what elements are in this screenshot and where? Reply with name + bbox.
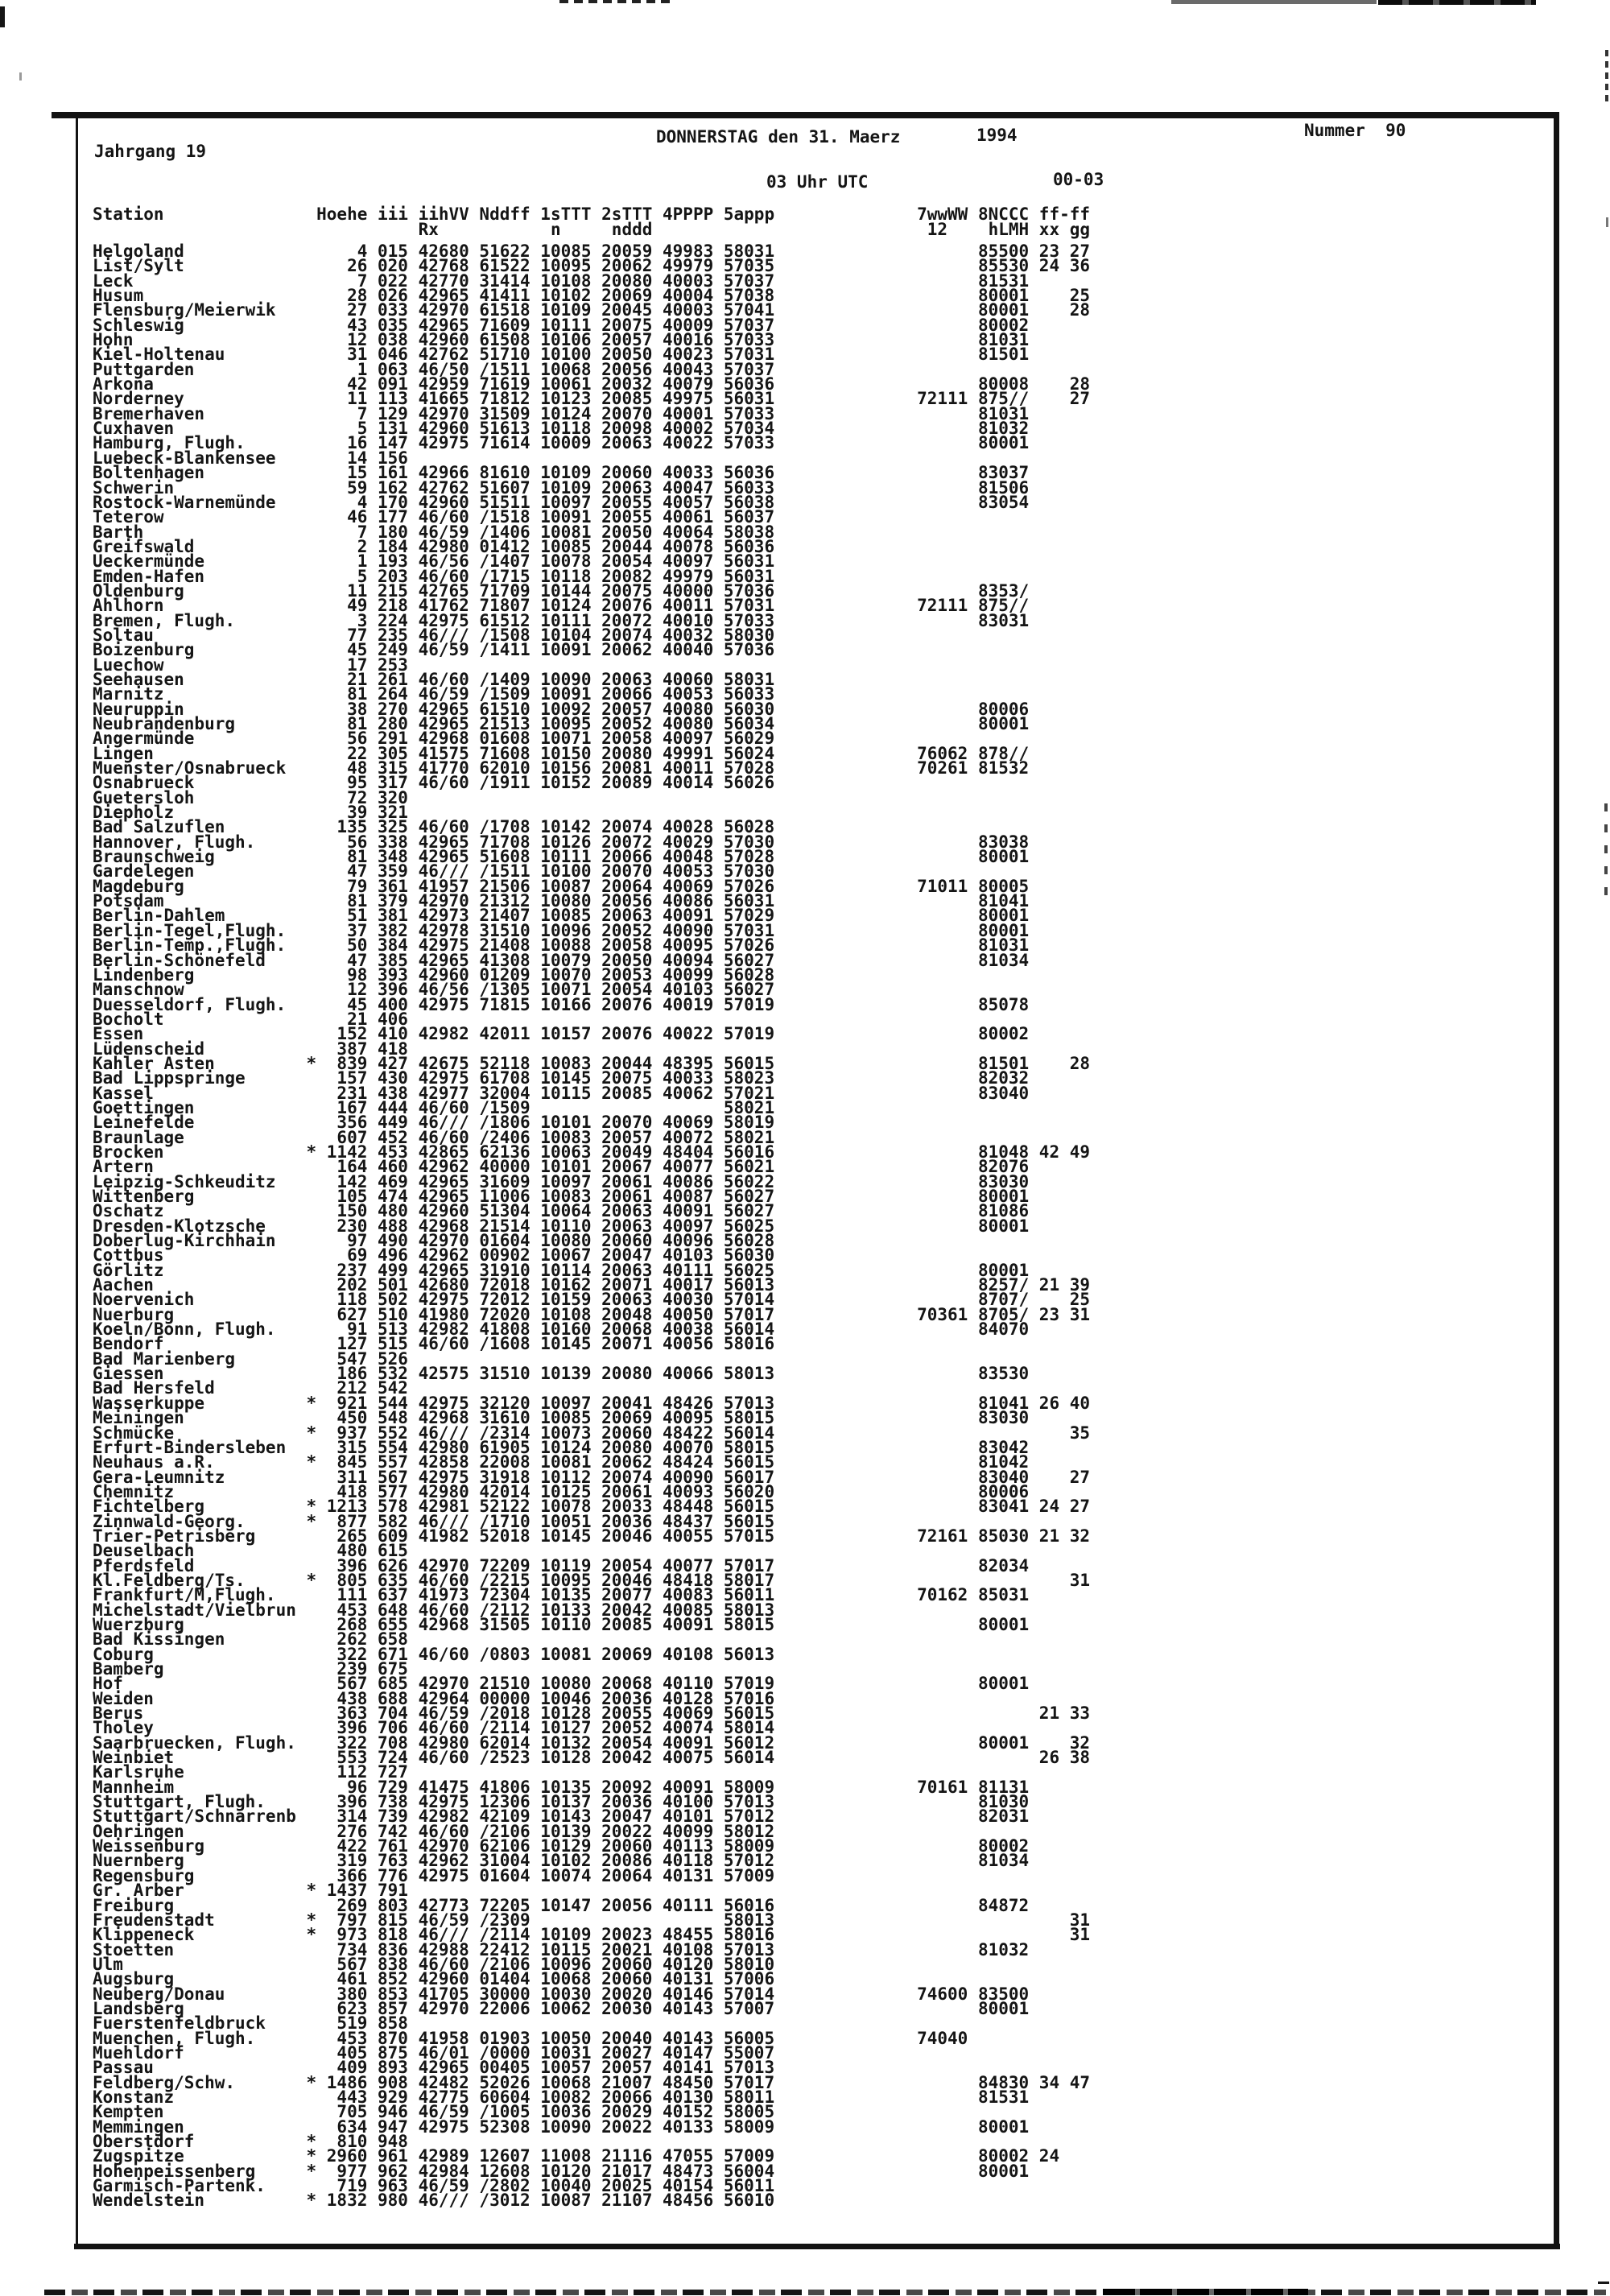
table-header-line2: Rx n nddd 12 hLMH xx gg <box>93 220 1091 239</box>
table-row: Oberstdorf * 810 948 <box>93 2132 408 2151</box>
table-row: Mannheim 96 729 41475 41806 10135 20092 40091 58009 70161 81131 <box>93 1777 1030 1797</box>
table-row: Barth 7 180 46/59 /1406 10081 20050 40064 58038 <box>93 522 775 542</box>
table-row: Wuerzburg 268 655 42968 31505 10110 20085 40091 58015 80001 <box>93 1614 1030 1634</box>
table-row: Oehringen 276 742 46/60 /2106 10139 20022 40099 58012 <box>93 1821 775 1841</box>
table-row: Coburg 322 671 46/60 /0803 10081 20069 40108 56013 <box>93 1644 775 1664</box>
table-row: Hamburg, Flugh. 16 147 42975 71614 10009 20063 40022 57033 80001 <box>93 433 1030 453</box>
table-row: Feldberg/Schw. * 1486 908 42482 52026 10068 21007 48450 57017 84830 34 47 <box>93 2072 1091 2092</box>
table-row: Emden-Hafen 5 203 46/60 /1715 10118 20082 49979 56031 <box>93 566 775 586</box>
table-row: Bendorf 127 515 46/60 /1608 10145 20071 40056 58016 <box>93 1334 775 1354</box>
table-row: Ueckermünde 1 193 46/56 /1407 10078 20054 40097 56031 <box>93 551 775 572</box>
table-row: Kassel 231 438 42977 32004 10115 20085 40062 57021 83040 <box>93 1083 1030 1103</box>
table-row: Diepholz 39 321 <box>93 803 408 823</box>
scan-edge-mark <box>1378 0 1536 5</box>
table-row: Berus 363 704 46/59 /2018 10128 20055 40069 56015 21 33 <box>93 1703 1091 1724</box>
table-row: Stoetten 734 836 42988 22412 10115 20021 40108 57013 81032 <box>93 1939 1030 1959</box>
table-row: Passau 409 893 42965 00405 10057 20057 40141 57013 <box>93 2058 775 2078</box>
table-row: Boltenhagen 15 161 42966 81610 10109 20060 40033 56036 83037 <box>93 463 1030 483</box>
table-row: Michelstadt/Vielbrun 453 648 46/60 /2112 10133 20042 40085 58013 <box>93 1600 775 1620</box>
table-row: Magdeburg 79 361 41957 21506 10087 20064 40069 57026 71011 80005 <box>93 876 1030 896</box>
table-row: Goettingen 167 444 46/60 /1509 58021 <box>93 1097 775 1117</box>
table-row: Greifswald 2 184 42980 01412 10085 20044 40078 56036 <box>93 536 775 556</box>
table-row: Kl.Feldberg/Ts. * 805 635 46/60 /2215 10095 20046 48418 58017 31 <box>93 1570 1091 1590</box>
table-row: Hohn 12 038 42960 61508 10106 20057 40016 57033 81031 <box>93 330 1030 350</box>
table-row: Neuberg/Donau 380 853 41705 30000 10030 20020 40146 57014 74600 83500 <box>93 1984 1030 2004</box>
table-row: Frankfurt/M,Flugh. 111 637 41973 72304 10135 20077 40083 56011 70162 85031 <box>93 1585 1030 1605</box>
table-row: Berlin-Tegel,Flugh. 37 382 42978 31510 10096 20052 40090 57031 80001 <box>93 920 1030 940</box>
table-row: Muenchen, Flugh. 453 870 41958 01903 10050 20040 40143 56005 74040 <box>93 2028 968 2048</box>
table-row: List/Sylt 26 020 42768 61522 10095 20062 49979 57035 85530 24 36 <box>93 256 1091 276</box>
table-row: Schmücke * 937 552 46/// /2314 10073 20060 48422 56014 35 <box>93 1423 1091 1443</box>
table-row: Leinefelde 356 449 46/// /1806 10101 20070 40069 58019 <box>93 1113 775 1133</box>
table-row: Aachen 202 501 42680 72018 10162 20071 40017 56013 8257/ 21 39 <box>93 1275 1091 1295</box>
table-row: Dresden-Klotzsche 230 488 42968 21514 10110 20063 40097 56025 80001 <box>93 1216 1030 1236</box>
table-row: Gr. Arber * 1437 791 <box>93 1881 408 1901</box>
table-row: Helgoland 4 015 42680 51622 10085 20059 49983 58031 85500 23 27 <box>93 242 1091 261</box>
table-row: Karlsruhe 112 727 <box>93 1762 408 1782</box>
table-row: Potsdam 81 379 42970 21312 10080 20056 40086 56031 81041 <box>93 891 1030 911</box>
table-row: Seehausen 21 261 46/60 /1409 10090 20063 40060 58031 <box>93 669 775 689</box>
table-row: Regensburg 366 776 42975 01604 10074 20064 40131 57009 <box>93 1865 775 1885</box>
table-row: Memmingen 634 947 42975 52308 10090 20022 40133 58009 80001 <box>93 2116 1030 2137</box>
page-border-right <box>1554 112 1559 2249</box>
table-row: Bad Salzuflen 135 325 46/60 /1708 10142 20074 40028 56028 <box>93 817 775 837</box>
table-row: Braunlage 607 452 46/60 /2406 10083 20057 40072 58021 <box>93 1127 775 1147</box>
scan-edge-mark <box>1605 50 1608 106</box>
table-row: Nuerburg 627 510 41980 72020 10108 20048 40050 57017 70361 8705/ 23 31 <box>93 1304 1091 1324</box>
table-row: Nuernberg 319 763 42962 31004 10102 20086 40118 57012 81034 <box>93 1851 1030 1871</box>
table-row: Berlin-Schönefeld 47 385 42965 41308 10079 20050 40094 56027 81034 <box>93 950 1030 970</box>
table-row: Koeln/Bonn, Flugh. 91 513 42982 41808 10160 20068 40038 56014 84070 <box>93 1319 1030 1340</box>
table-row: Schleswig 43 035 42965 71609 10111 20075 40009 57037 80002 <box>93 315 1030 335</box>
table-row: Bad Hersfeld 212 542 <box>93 1378 408 1398</box>
table-row: Cuxhaven 5 131 42960 51613 10118 20098 40002 57034 81032 <box>93 419 1030 439</box>
table-row: Gardelegen 47 359 46/// /1511 10100 20070 40053 57030 <box>93 861 775 882</box>
table-row: Giessen 186 532 42575 31510 10139 20080 40066 58013 83530 <box>93 1364 1030 1384</box>
table-row: Chemnitz 418 577 42980 42014 10125 20061 40093 56020 80006 <box>93 1481 1030 1501</box>
date-heading: DONNERSTAG den 31. Maerz <box>656 127 901 147</box>
scan-speck <box>19 72 22 81</box>
table-row: Hohenpeissenberg * 977 962 42984 12608 10120 21017 48473 56004 80001 <box>93 2161 1030 2181</box>
observation-time: 03 Uhr UTC <box>766 172 869 192</box>
table-row: Meiningen 450 548 42968 31610 10085 20069 40095 58015 83030 <box>93 1408 1030 1428</box>
table-row: Zinnwald-Georg. * 877 582 46/// /1710 10051 20036 48437 56015 <box>93 1511 775 1531</box>
table-row: Neuhaus a.R. * 845 557 42858 22008 10081 20062 48424 56015 81042 <box>93 1452 1030 1472</box>
table-row: Berlin-Temp.,Flugh. 50 384 42975 21408 10088 20058 40095 57026 81031 <box>93 935 1030 956</box>
table-row: Konstanz 443 929 42775 60604 10082 20066 40130 58011 81531 <box>93 2087 1030 2107</box>
table-row: Fuerstenfeldbruck 519 858 <box>93 2013 408 2034</box>
table-row: Berlin-Dahlem 51 381 42973 21407 10085 20063 40091 57029 80001 <box>93 906 1030 926</box>
table-row: Garmisch-Partenk. 719 963 46/59 /2802 10040 20025 40154 56011 <box>93 2176 775 2196</box>
table-row: Doberlug-Kirchhain 97 490 42970 01604 10080 20060 40096 56028 <box>93 1231 775 1251</box>
table-row: Oschatz 150 480 42960 51304 10064 20063 40091 56027 81086 <box>93 1201 1030 1221</box>
table-row: Lindenberg 98 393 42960 01209 10070 20053 40099 56028 <box>93 964 775 985</box>
table-row: Flensburg/Meierwik 27 033 42970 61518 10109 20045 40003 57041 80001 28 <box>93 300 1091 320</box>
table-row: Freudenstadt * 797 815 46/59 /2309 58013 31 <box>93 1910 1091 1930</box>
table-row: Rostock-Warnemünde 4 170 42960 51511 10097 20055 40057 56038 83054 <box>93 492 1030 512</box>
table-row: Norderney 11 113 41665 71812 10123 20085 49975 56031 72111 875// 27 <box>93 389 1091 409</box>
table-row: Leipzig-Schkeuditz 142 469 42965 31609 10097 20061 40086 56022 83030 <box>93 1171 1030 1191</box>
table-row: Boizenburg 45 249 46/59 /1411 10091 20062 40040 57036 <box>93 640 775 660</box>
table-row: Wittenberg 105 474 42965 11006 10083 20061 40087 56027 80001 <box>93 1187 1030 1206</box>
table-row: Brocken * 1142 453 42865 62136 10063 20049 48404 56016 81048 42 49 <box>93 1142 1091 1162</box>
table-row: Klippeneck * 973 818 46/// /2114 10109 20023 48455 58016 31 <box>93 1925 1091 1945</box>
table-row: Lüdenscheid 387 418 <box>93 1039 408 1059</box>
table-row: Manschnow 12 396 46/56 /1305 10071 20054 40103 56027 <box>93 980 775 1000</box>
table-row: Guetersloh 72 320 <box>93 787 408 807</box>
scan-edge-mark <box>1103 2289 1308 2295</box>
issue-number: Nummer 90 <box>1304 121 1406 140</box>
table-row: Bad Kissingen 262 658 <box>93 1629 408 1650</box>
table-row: Stuttgart/Schnarrenb 314 739 42982 42109 10143 20047 40101 57012 82031 <box>93 1807 1030 1827</box>
page-border-top <box>52 112 1558 118</box>
table-row: Tholey 396 706 46/60 /2114 10127 20052 40074 58014 <box>93 1718 775 1738</box>
table-row: Artern 164 460 42962 40000 10101 20067 40077 56021 82076 <box>93 1157 1030 1177</box>
table-row: Arkona 42 091 42959 71619 10061 20032 40079 56036 80008 28 <box>93 374 1091 394</box>
table-row: Bamberg 239 675 <box>93 1659 408 1679</box>
table-row: Luechow 17 253 <box>93 655 408 675</box>
table-row: Landsberg 623 857 42970 22006 10062 20030 40143 57007 80001 <box>93 1998 1030 2018</box>
scan-edge-mark <box>0 6 5 27</box>
table-row: Puttgarden 1 063 46/50 /1511 10068 20056 40043 57037 <box>93 359 775 379</box>
table-row: Braunschweig 81 348 42965 51608 10111 20066 40048 57028 80001 <box>93 847 1030 867</box>
table-row: Ulm 567 838 46/60 /2106 10096 20060 40120 58010 <box>93 1954 775 1974</box>
table-row: Luebeck-Blankensee 14 156 <box>93 448 408 468</box>
scan-edge-mark <box>559 0 671 3</box>
table-row: Weiden 438 688 42964 00000 10046 20036 40128 57016 <box>93 1688 775 1708</box>
table-row: Cottbus 69 496 42962 00902 10067 20047 40103 56030 <box>93 1245 775 1266</box>
table-row: Gera-Leumnitz 311 567 42975 31918 10112 20074 40090 56017 83040 27 <box>93 1467 1091 1487</box>
table-row: Augsburg 461 852 42960 01404 10068 20060 40131 57006 <box>93 1969 775 1989</box>
table-row: Saarbruecken, Flugh. 322 708 42980 62014 10132 20054 40091 56012 80001 32 <box>93 1732 1091 1753</box>
scan-speck <box>1606 217 1608 227</box>
table-row: Noervenich 118 502 42975 72012 10159 20063 40030 57014 8707/ 25 <box>93 1290 1091 1310</box>
table-row: Fichtelberg * 1213 578 42981 52122 10078 20033 48448 56015 83041 24 27 <box>93 1497 1091 1517</box>
table-row: Leck 7 022 42770 31414 10108 20080 40003 57037 81531 <box>93 270 1030 291</box>
table-row: Weinbiet 553 724 46/60 /2523 10128 20042 40075 56014 26 38 <box>93 1748 1091 1768</box>
journal-volume: Jahrgang 19 <box>94 142 207 161</box>
table-row: Bocholt 21 406 <box>93 1009 408 1029</box>
table-row: Kempten 705 946 46/59 /1005 10036 20029 40152 58005 <box>93 2102 775 2122</box>
table-row: Bremerhaven 7 129 42970 31509 10124 20070 40001 57033 81031 <box>93 403 1030 423</box>
table-row: Schwerin 59 162 42762 51607 10109 20063 40047 56033 81506 <box>93 477 1030 498</box>
scan-edge-mark <box>1171 0 1377 4</box>
page-border-left <box>76 114 78 2249</box>
table-header-line1: Station Hoehe iii iihVV Nddff 1sTTT 2sTTT 4PPPP 5appp 7wwWW 8NCCC ff-ff <box>93 204 1091 224</box>
table-row: Muehldorf 405 875 46/01 /0000 10031 20027 40147 55007 <box>93 2042 775 2063</box>
year: 1994 <box>976 126 1018 145</box>
table-row: Ahlhorn 49 218 41762 71807 10124 20076 40011 57031 72111 875// <box>93 596 1030 616</box>
table-row: Neubrandenburg 81 280 42965 21513 10095 20052 40080 56034 80001 <box>93 714 1030 733</box>
table-row: Hannover, Flugh. 56 338 42965 71708 10126 20072 40029 57030 83038 <box>93 832 1030 852</box>
station-table <box>93 242 1091 2211</box>
table-row: Essen 152 410 42982 42011 10157 20076 40022 57019 80002 <box>93 1024 1030 1044</box>
table-row: Kiel-Holtenau 31 046 42762 51710 10100 20050 40023 57031 81501 <box>93 345 1030 365</box>
table-row: Lingen 22 305 41575 71608 10150 20080 49991 56024 76062 878// <box>93 743 1030 763</box>
table-row: Stuttgart, Flugh. 396 738 42975 12306 10137 20036 40100 57013 81030 <box>93 1792 1030 1812</box>
scan-speck <box>1598 2282 1609 2284</box>
table-row: Osnabrueck 95 317 46/60 /1911 10152 20089 40014 56026 <box>93 773 775 793</box>
table-row: Erfurt-Bindersleben 315 554 42980 61905 10124 20080 40070 58015 83042 <box>93 1437 1030 1457</box>
table-row: Oldenburg 11 215 42765 71709 10144 20075 40000 57036 8353/ <box>93 580 1030 601</box>
table-row: Pferdsfeld 396 626 42970 72209 10119 20054 40077 57017 82034 <box>93 1555 1030 1575</box>
page-border-bottom <box>74 2244 1560 2249</box>
table-row: Deuselbach 480 615 <box>93 1541 408 1561</box>
table-row: Muenster/Osnabrueck 48 315 41770 62010 10156 20081 40011 57028 70261 81532 <box>93 758 1030 778</box>
scan-edge-mark <box>44 2290 1606 2295</box>
scan-edge-mark <box>1604 803 1608 908</box>
table-row: Weissenburg 422 761 42970 62106 10129 20060 40113 58009 80002 <box>93 1836 1030 1856</box>
table-row: Duesseldorf, Flugh. 45 400 42975 71815 10166 20076 40019 57019 85078 <box>93 994 1030 1014</box>
table-row: Görlitz 237 499 42965 31910 10114 20063 40111 56025 80001 <box>93 1260 1030 1280</box>
table-row: Angermünde 56 291 42968 01608 10071 20058 40097 56029 <box>93 729 775 749</box>
table-row: Bad Lippspringe 157 430 42975 61708 10145 20075 40033 58023 82032 <box>93 1068 1030 1088</box>
table-row: Bad Marienberg 547 526 <box>93 1348 408 1369</box>
table-row: Husum 28 026 42965 41411 10102 20069 40004 57038 80001 25 <box>93 286 1091 306</box>
table-row: Trier-Petrisberg 265 609 41982 52018 10145 20046 40055 57015 72161 85030 21 32 <box>93 1526 1091 1546</box>
table-row: Bremen, Flugh. 3 224 42975 61512 10111 20072 40010 57033 83031 <box>93 610 1030 630</box>
table-row: Soltau 77 235 46/// /1508 10104 20074 40032 58030 <box>93 625 775 645</box>
observation-period: 00-03 <box>1053 170 1104 189</box>
table-row: Teterow 46 177 46/60 /1518 10091 20055 40061 56037 <box>93 507 775 527</box>
table-row: Wendelstein * 1832 980 46/// /3012 10087 21107 48456 56010 <box>93 2191 775 2211</box>
table-row: Kahler Asten * 839 427 42675 52118 10083 20044 48395 56015 81501 28 <box>93 1053 1091 1073</box>
table-row: Freiburg 269 803 42773 72205 10147 20056 40111 56016 84872 <box>93 1895 1030 1915</box>
table-row: Zugspitze * 2960 961 42989 12607 11008 21116 47055 57009 80002 24 <box>93 2146 1060 2166</box>
table-row: Wasserkuppe * 921 544 42975 32120 10097 20041 48426 57013 81041 26 40 <box>93 1393 1091 1413</box>
table-row: Neuruppin 38 270 42965 61510 10092 20057 40080 56030 80006 <box>93 699 1030 719</box>
table-row: Hof 567 685 42970 21510 10080 20068 40110 57019 80001 <box>93 1674 1030 1694</box>
table-row: Marnitz 81 264 46/59 /1509 10091 20066 40053 56033 <box>93 684 775 704</box>
